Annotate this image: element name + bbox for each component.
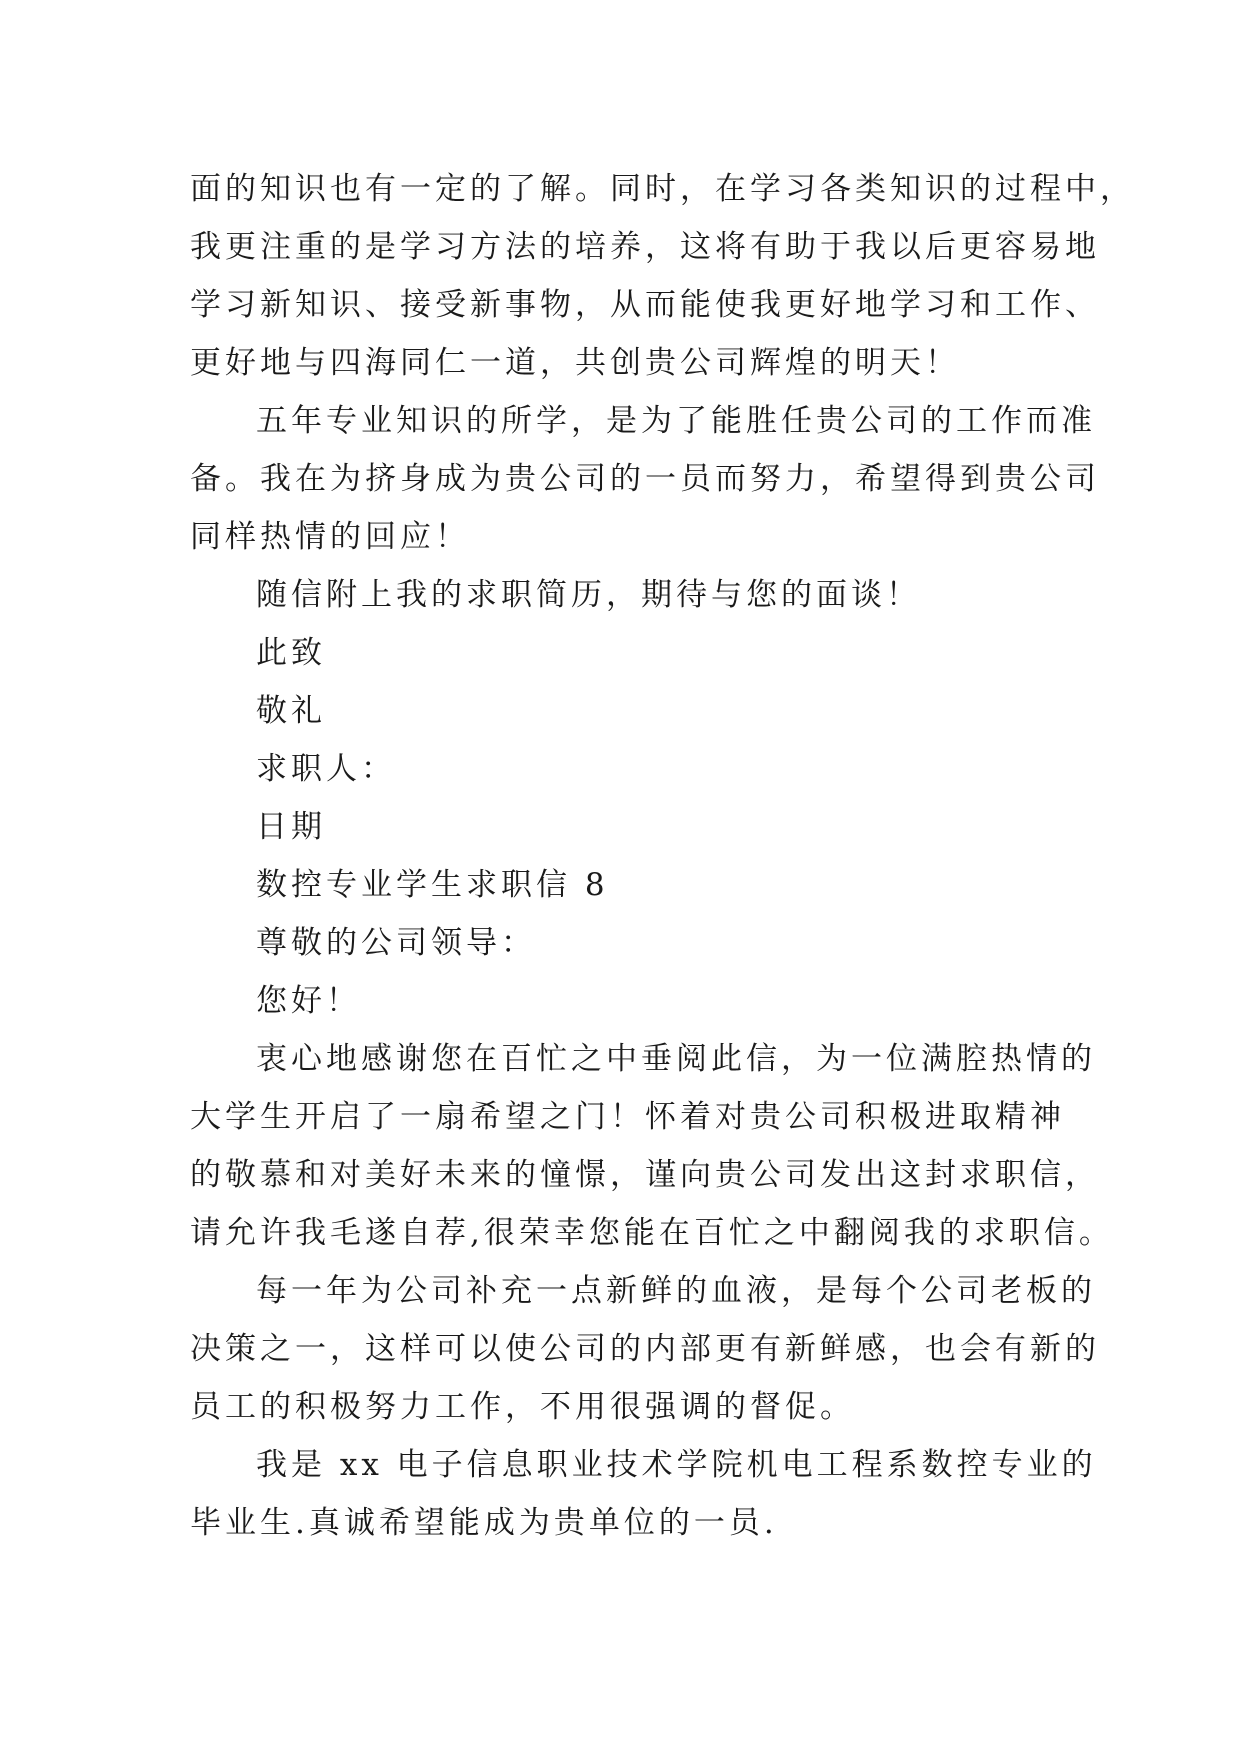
letter-body [190, 160, 1135, 1552]
text-line: 我是 xx 电子信息职业技术学院机电工程系数控专业的 [256, 1447, 1097, 1483]
text-line: 毕业生.真诚希望能成为贵单位的一员. [190, 1505, 778, 1541]
text-line: 尊敬的公司领导： [256, 925, 536, 961]
text-line: 大学生开启了一扇希望之门！怀着对贵公司积极进取精神 [190, 1099, 1065, 1135]
text-line: 请允许我毛遂自荐,很荣幸您能在百忙之中翻阅我的求职信。 [190, 1215, 1114, 1251]
text-line: 随信附上我的求职简历，期待与您的面谈！ [256, 577, 921, 613]
text-line: 同样热情的回应！ [190, 519, 470, 555]
text-line: 日期 [256, 809, 326, 845]
text-line: 我更注重的是学习方法的培养，这将有助于我以后更容易地 [190, 229, 1100, 265]
text-line: 面的知识也有一定的了解。同时，在学习各类知识的过程中， [190, 171, 1135, 207]
text-line: 数控专业学生求职信 8 [256, 867, 609, 903]
text-line: 您好！ [256, 983, 361, 1019]
text-line: 五年专业知识的所学，是为了能胜任贵公司的工作而准 [256, 403, 1096, 439]
text-line: 敬礼 [256, 693, 326, 729]
text-line: 此致 [256, 635, 326, 671]
text-line: 每一年为公司补充一点新鲜的血液，是每个公司老板的 [256, 1273, 1096, 1309]
text-line: 员工的积极努力工作，不用很强调的督促。 [190, 1389, 855, 1425]
text-line: 衷心地感谢您在百忙之中垂阅此信，为一位满腔热情的 [256, 1041, 1096, 1077]
text-line: 的敬慕和对美好未来的憧憬，谨向贵公司发出这封求职信， [190, 1157, 1100, 1193]
text-line: 学习新知识、接受新事物，从而能使我更好地学习和工作、 [190, 287, 1100, 323]
text-line: 备。我在为挤身成为贵公司的一员而努力，希望得到贵公司 [190, 461, 1100, 497]
text-line: 决策之一，这样可以使公司的内部更有新鲜感，也会有新的 [190, 1331, 1100, 1367]
text-line: 更好地与四海同仁一道，共创贵公司辉煌的明天！ [190, 345, 960, 381]
text-line: 求职人： [256, 751, 396, 787]
